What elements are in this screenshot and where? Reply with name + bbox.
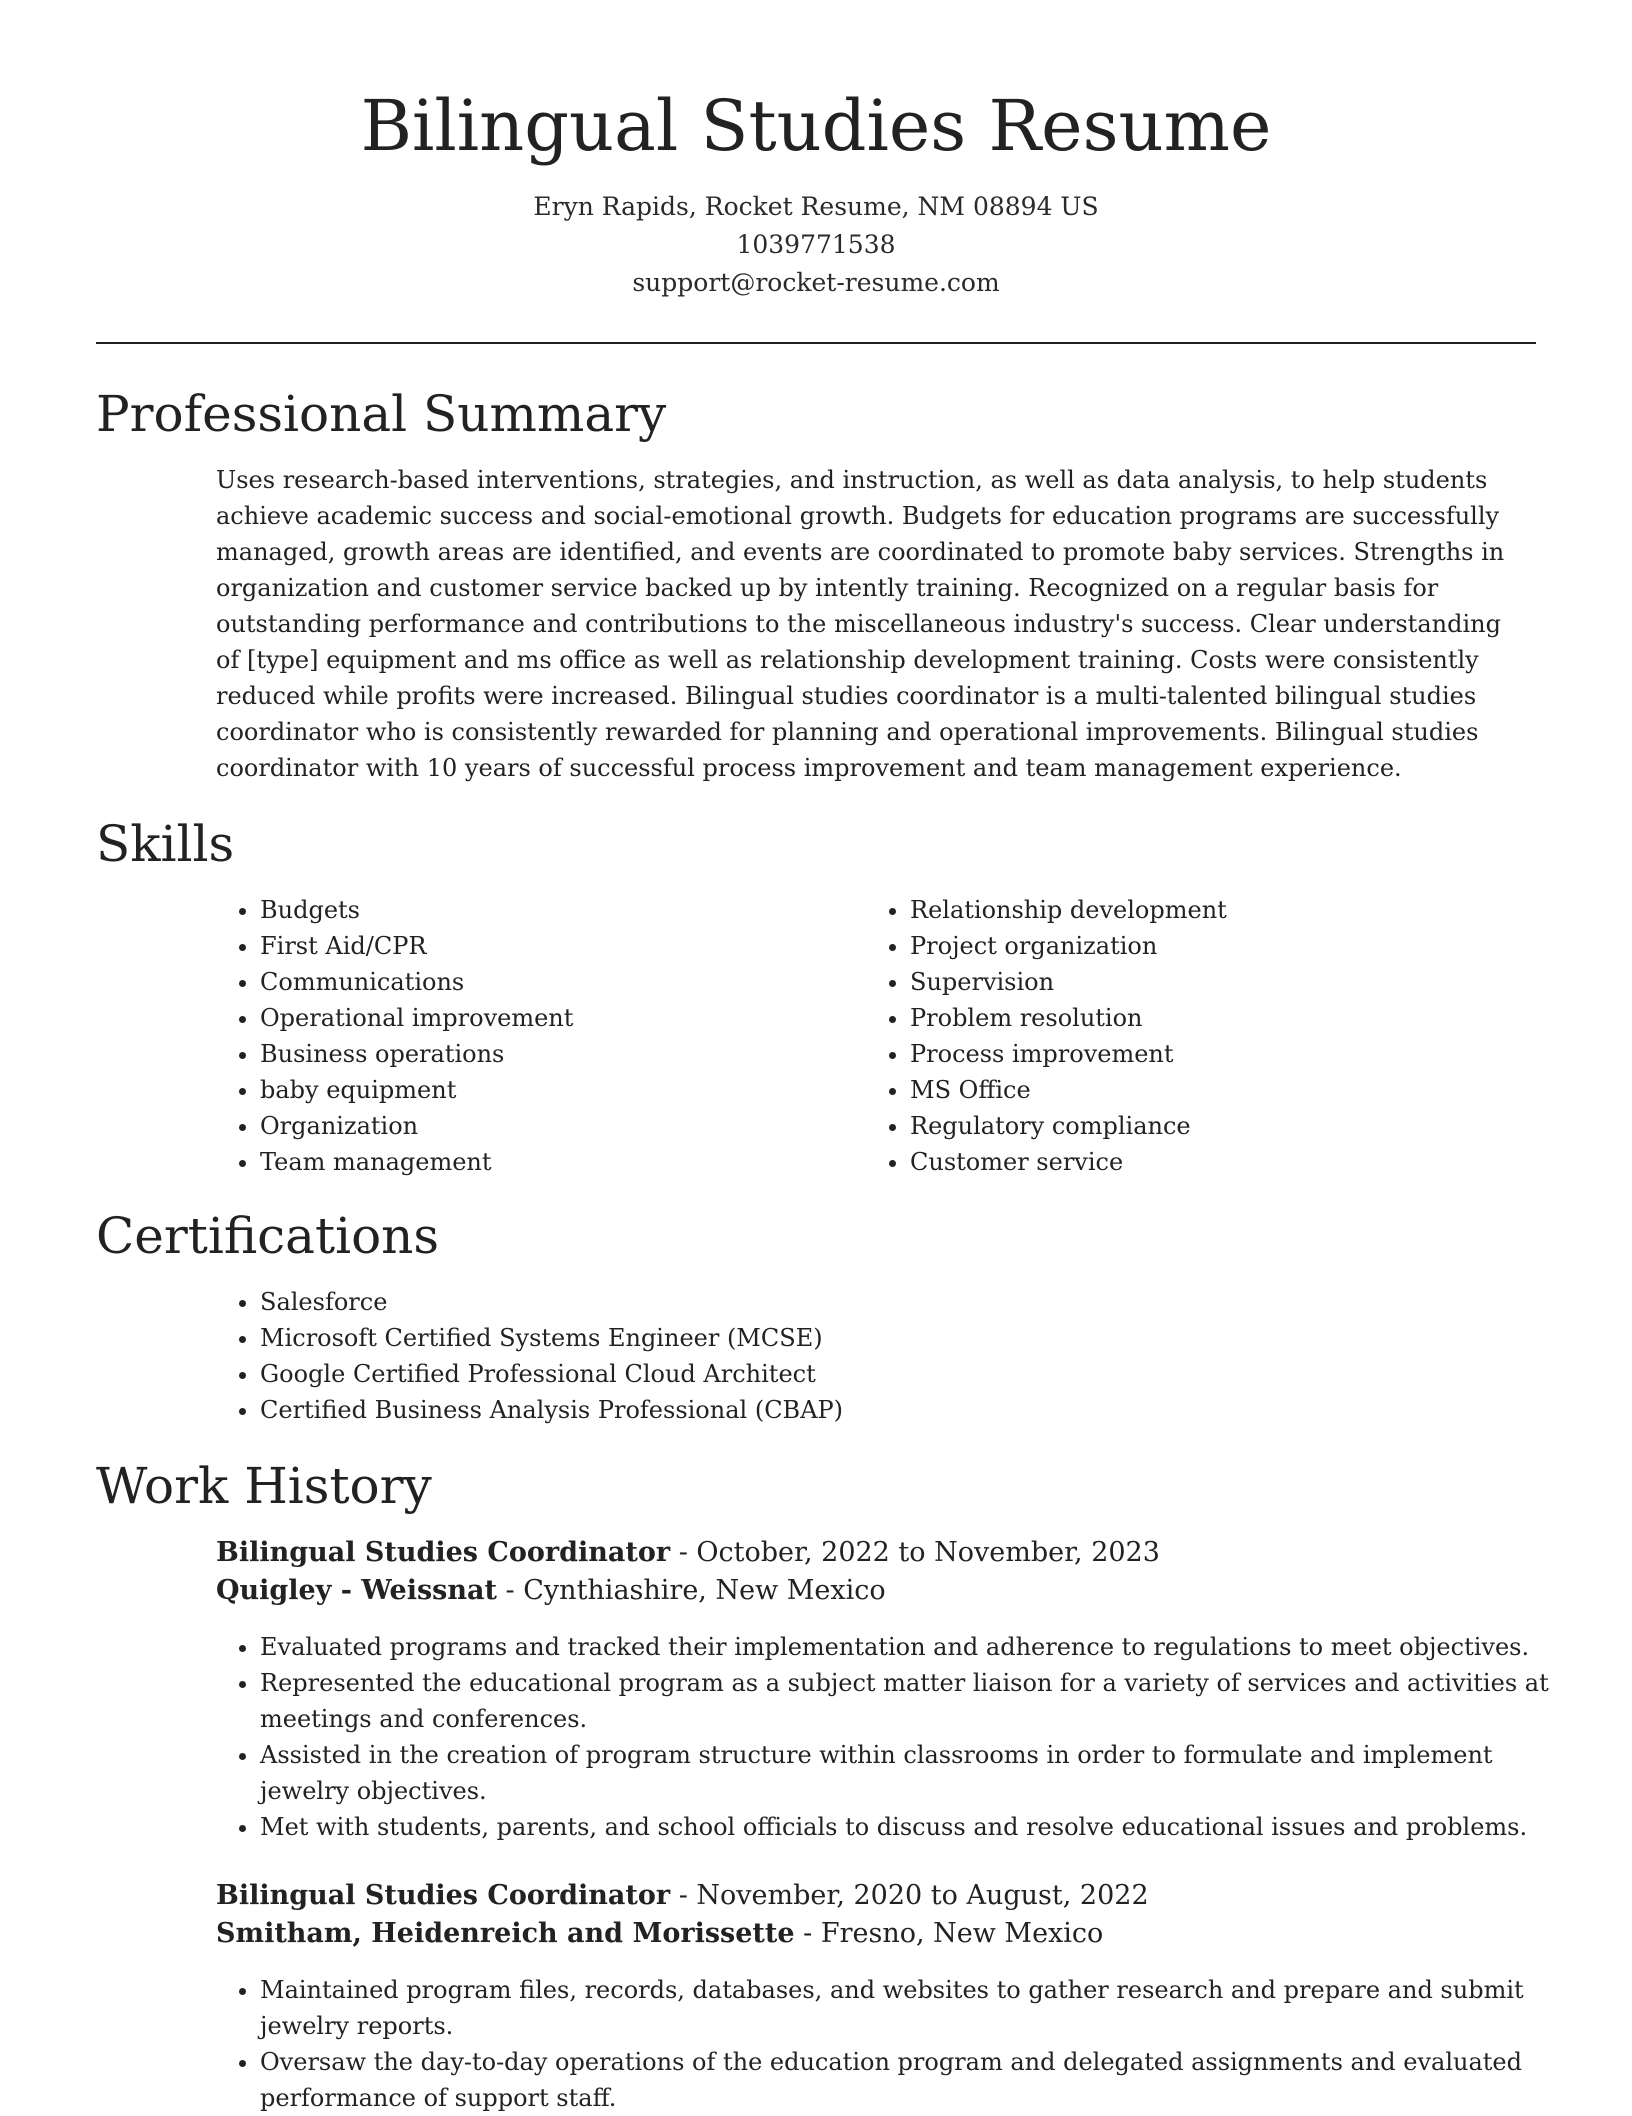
certification-item: • Certified Business Analysis Professional (CBAP) xyxy=(260,1392,1560,1428)
job-company-line xyxy=(216,1915,1516,1953)
contact-block xyxy=(0,188,1632,302)
header-divider xyxy=(96,342,1536,344)
skill-item: • Problem resolution xyxy=(910,1000,1510,1036)
certification-item: • Microsoft Certified Systems Engineer (MCSE) xyxy=(260,1320,1560,1356)
skill-item: • Organization xyxy=(260,1108,860,1144)
job-title: Bilingual Studies Coordinator xyxy=(216,1537,671,1568)
work-history-heading: Work History xyxy=(96,1457,432,1515)
certification-item: • Google Certified Professional Cloud Architect xyxy=(260,1356,1560,1392)
job-company: Smitham, Heidenreich and Morissette xyxy=(216,1918,795,1949)
skill-item: • Project organization xyxy=(910,928,1510,964)
job-title-line xyxy=(216,1534,1516,1572)
summary-heading: Professional Summary xyxy=(96,385,667,443)
job-bullet: • Met with students, parents, and school officials to discuss and resolve educational issues and problems. xyxy=(260,1809,1560,1845)
separator: - xyxy=(670,1537,697,1568)
skill-item: • Communications xyxy=(260,964,860,1000)
contact-phone: 1039771538 xyxy=(736,230,896,259)
job-bullet: • Represented the educational program as a subject matter liaison for a variety of services and activities at meetings and conferences. xyxy=(260,1665,1560,1737)
separator: - xyxy=(670,1880,697,1911)
skills-list-right xyxy=(866,892,1510,1180)
skill-item: • Team management xyxy=(260,1144,860,1180)
certifications-list xyxy=(216,1284,1560,1428)
contact-address: Eryn Rapids, Rocket Resume, NM 08894 US xyxy=(533,192,1099,221)
certifications-heading: Certifications xyxy=(96,1207,440,1265)
skill-item: • baby equipment xyxy=(260,1072,860,1108)
certification-item: • Salesforce xyxy=(260,1284,1560,1320)
skill-item: • Customer service xyxy=(910,1144,1510,1180)
job-bullets xyxy=(216,1972,1560,2116)
contact-email: support@rocket-resume.com xyxy=(632,268,1000,297)
job-title: Bilingual Studies Coordinator xyxy=(216,1880,671,1911)
skill-item: • MS Office xyxy=(910,1072,1510,1108)
job-company-line xyxy=(216,1572,1516,1610)
job-title-line xyxy=(216,1877,1516,1915)
skills-list-left xyxy=(216,892,860,1180)
job-bullet: • Maintained program files, records, databases, and websites to gather research and prepare and submit jewelry reports. xyxy=(260,1972,1560,2044)
job-dates: October, 2022 to November, 2023 xyxy=(696,1537,1160,1568)
job-bullets xyxy=(216,1629,1560,1845)
separator: - xyxy=(794,1918,821,1949)
skills-heading: Skills xyxy=(96,815,235,873)
skill-item: • First Aid/CPR xyxy=(260,928,860,964)
job-bullet: • Evaluated programs and tracked their implementation and adherence to regulations to meet objectives. xyxy=(260,1629,1560,1665)
job-location: Fresno, New Mexico xyxy=(820,1918,1104,1949)
skill-item: • Supervision xyxy=(910,964,1510,1000)
job-bullet: • Assisted in the creation of program structure within classrooms in order to formulate and implement jewelry objectives. xyxy=(260,1737,1560,1809)
separator: - xyxy=(496,1575,524,1606)
summary-text: Uses research-based interventions, strategies, and instruction, as well as data analysis, to help students achieve academic success and social-emotional growth. Budgets for education programs are successfully managed, growth areas are identified, and events are coordinated to promote baby services. Strengths in organization and customer service backed up by intently training. Recognized on a regular basis for outstanding performance and contributions to the miscellaneous industry's success. Clear understanding of [type] equipment and ms office as well as relationship development training. Costs were consistently reduced while profits were increased. Bilingual studies coordinator is a multi-talented bilingual studies coordinator who is consistently rewarded for planning and operational improvements. Bilingual studies coordinator with 10 years of successful process improvement and team management experience. xyxy=(216,466,1505,782)
skill-item: • Operational improvement xyxy=(260,1000,860,1036)
skill-item: • Relationship development xyxy=(910,892,1510,928)
job-dates: November, 2020 to August, 2022 xyxy=(696,1880,1149,1911)
skill-item: • Budgets xyxy=(260,892,860,928)
job-bullet: • Oversaw the day-to-day operations of the education program and delegated assignments and evaluated performance of support staff. xyxy=(260,2044,1560,2116)
skill-item: • Regulatory compliance xyxy=(910,1108,1510,1144)
skill-item: • Process improvement xyxy=(910,1036,1510,1072)
skill-item: • Business operations xyxy=(260,1036,860,1072)
job-location: Cynthiashire, New Mexico xyxy=(523,1575,886,1606)
resume-title: Bilingual Studies Resume xyxy=(360,85,1272,167)
resume-header xyxy=(0,78,1632,302)
job-company: Quigley - Weissnat xyxy=(216,1575,497,1606)
